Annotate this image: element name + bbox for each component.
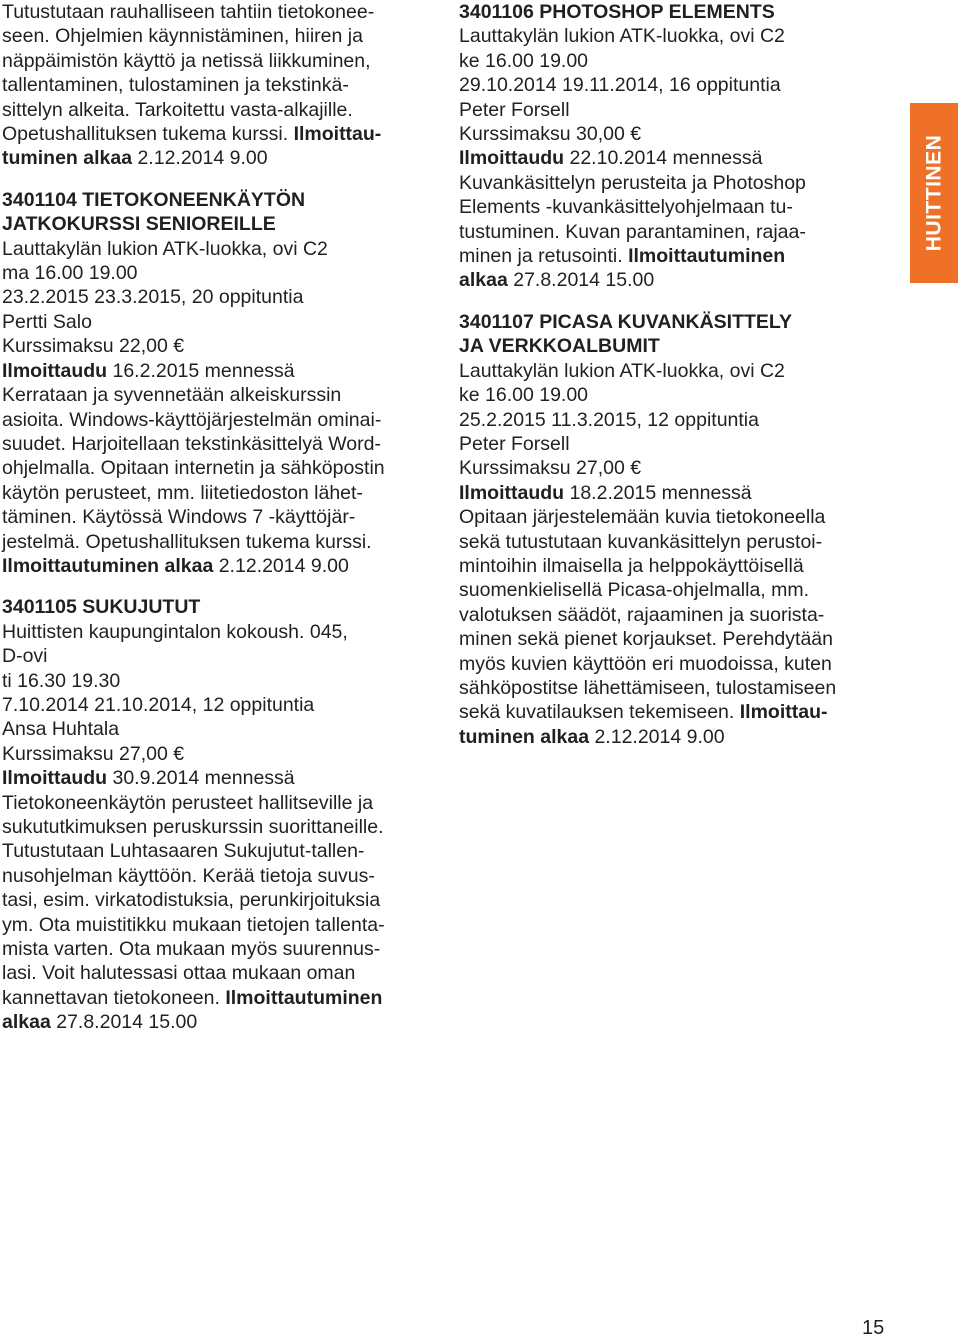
course-3401107 <box>459 310 899 749</box>
text-line: myös kuvien käyttöön eri muodoissa, kuten <box>459 652 832 675</box>
registration-date: 27.8.2014 15.00 <box>507 269 655 292</box>
text-line: täminen. Käytössä Windows 7 -käyttöjär- <box>2 506 356 529</box>
registration-label: alkaa <box>2 1011 51 1034</box>
course-title: 3401104 TIETOKONEENKÄYTÖN <box>2 188 306 211</box>
text-line: lasi. Voit halutessasi ottaa mukaan oman <box>2 962 356 985</box>
registration-label: tuminen alkaa <box>459 725 590 748</box>
text-line: näppäimistön käyttö ja netissä liikkuminen, <box>2 49 371 72</box>
registration-label: Ilmoittaudu <box>2 359 108 382</box>
text-line: Elements -kuvankäsittelyohjelmaan tu- <box>459 196 793 219</box>
course-time: ti 16.30 19.30 <box>2 669 121 692</box>
registration-label: Ilmoittaudu <box>2 767 108 790</box>
text-line: minen sekä pienet korjaukset. Perehdytään <box>459 628 833 651</box>
text-line: asioita. Windows-käyttöjärjestelmän ominai- <box>2 408 382 431</box>
course-registration <box>2 359 442 383</box>
middle-column <box>459 0 899 749</box>
course-dates: 23.2.2015 23.3.2015, 20 oppituntia <box>2 286 304 309</box>
course-registration <box>459 146 899 170</box>
course-time: ke 16.00 19.00 <box>459 384 589 407</box>
registration-label: Ilmoittautuminen <box>628 245 786 268</box>
text-line: tasi, esim. virkatodistuksia, perunkirjoituksia <box>2 889 381 912</box>
text-line: Tutustutaan Luhtasaaren Sukujutut-tallen- <box>2 840 365 863</box>
registration-date: 22.10.2014 mennessä <box>564 147 763 170</box>
course-title: 3401106 PHOTOSHOP ELEMENTS <box>459 1 775 23</box>
text-line: Kuvankäsittelyn perusteita ja Photoshop <box>459 171 806 194</box>
course-start <box>2 1010 442 1034</box>
course-location: Lauttakylän lukion ATK-luokka, ovi C2 <box>459 25 785 48</box>
text-span: Opetushallituksen tukema kurssi. <box>2 123 294 146</box>
course-start <box>459 268 899 292</box>
registration-date: 16.2.2015 mennessä <box>107 359 295 382</box>
registration-label: Ilmoittautuminen alkaa <box>2 554 214 577</box>
course-start <box>2 554 442 578</box>
text-line: jestelmä. Opetushallituksen tukema kurssi. <box>2 530 372 553</box>
course-title: JATKOKURSSI SENIOREILLE <box>2 213 276 236</box>
left-column <box>2 0 442 1035</box>
text-line: tallentaminen, tulostaminen ja tekstinkä- <box>2 74 349 97</box>
course-teacher: Peter Forsell <box>459 432 570 455</box>
text-line: Tietokoneenkäytön perusteet hallitseville ja <box>2 791 374 814</box>
course-teacher: Pertti Salo <box>2 310 92 333</box>
text-line: suudet. Harjoitellaan tekstinkäsittelyä Word- <box>2 432 381 455</box>
course-location: Huittisten kaupungintalon kokoush. 045, <box>2 620 348 643</box>
course-fee: Kurssimaksu 27,00 € <box>2 742 185 765</box>
registration-date: 27.8.2014 15.00 <box>50 1011 198 1034</box>
text-line: sukututkimuksen peruskurssin suorittaneille. <box>2 816 384 838</box>
page-number: 15 <box>862 1317 885 1339</box>
text-line: mista varten. Ota mukaan myös suurennus- <box>2 938 381 961</box>
course-title: 3401107 PICASA KUVANKÄSITTELY <box>459 310 793 333</box>
course-fee: Kurssimaksu 30,00 € <box>459 123 642 146</box>
text-line: Opitaan järjestelemään kuvia tietokoneella <box>459 506 826 529</box>
course-location: Lauttakylän lukion ATK-luokka, ovi C2 <box>2 237 328 260</box>
text-line <box>2 122 442 146</box>
course-registration <box>2 766 442 790</box>
text-span: kannettavan tietokoneen. <box>2 986 226 1009</box>
course-title: JA VERKKOALBUMIT <box>459 335 660 358</box>
registration-label: Ilmoittau- <box>739 701 828 724</box>
text-line: seen. Ohjelmien käynnistäminen, hiiren ja <box>2 25 363 48</box>
course-teacher: Ansa Huhtala <box>2 718 120 741</box>
text-line: sekä tutustutaan kuvankäsittelyn perustoi- <box>459 530 823 553</box>
text-line <box>459 244 899 268</box>
text-line: ohjelmalla. Opitaan internetin ja sähköpostin <box>2 457 385 480</box>
course-teacher: Peter Forsell <box>459 98 570 121</box>
course-3401105 <box>2 595 442 1034</box>
course-dates: 25.2.2015 11.3.2015, 12 oppituntia <box>459 408 759 431</box>
course-time: ke 16.00 19.00 <box>459 49 589 72</box>
registration-date: 30.9.2014 mennessä <box>107 767 295 790</box>
intro-paragraph <box>2 0 442 171</box>
text-line: käytön perusteet, mm. liitetiedoston lähet- <box>2 481 363 504</box>
course-3401106 <box>459 0 899 293</box>
text-span: sekä kuvatilauksen tekemiseen. <box>459 701 740 724</box>
registration-date: 2.12.2014 9.00 <box>589 725 725 748</box>
registration-label: alkaa <box>459 269 508 292</box>
registration-label: Ilmoittautuminen <box>225 986 383 1009</box>
course-dates: 7.10.2014 21.10.2014, 12 oppituntia <box>2 693 315 716</box>
text-span: minen ja retusointi. <box>459 245 629 268</box>
course-fee: Kurssimaksu 22,00 € <box>2 335 185 358</box>
course-location: D-ovi <box>2 645 48 668</box>
course-registration <box>459 481 899 505</box>
course-3401104 <box>2 188 442 579</box>
text-line: ym. Ota muistitikku mukaan tietojen tallenta- <box>2 913 385 936</box>
text-line <box>2 986 442 1010</box>
course-location: Lauttakylän lukion ATK-luokka, ovi C2 <box>459 359 785 382</box>
text-line: sähköpostitse lähettämiseen, tulostamiseen <box>459 676 837 699</box>
registration-label: Ilmoittaudu <box>459 481 565 504</box>
text-line: suomenkielisellä Picasa-ohjelmalla, mm. <box>459 579 810 602</box>
section-tab-huittinen <box>910 103 958 283</box>
registration-date: 18.2.2015 mennessä <box>564 481 752 504</box>
text-line <box>2 146 442 170</box>
course-start <box>459 725 899 749</box>
registration-label: tuminen alkaa <box>2 147 133 170</box>
text-line: mintoihin ilmaisella ja helppokäyttöisellä <box>459 554 804 577</box>
text-line: sittelyn alkeita. Tarkoitettu vasta-alkajille. <box>2 98 353 121</box>
registration-date: 2.12.2014 9.00 <box>132 147 268 170</box>
section-tab-label: HUITTINEN <box>922 134 945 252</box>
registration-date: 2.12.2014 9.00 <box>213 554 349 577</box>
text-line: tustuminen. Kuvan parantaminen, rajaa- <box>459 220 806 243</box>
text-line: nusohjelman käyttöön. Kerää tietoja suvus- <box>2 864 375 887</box>
registration-label: Ilmoittau- <box>293 123 382 146</box>
text-line: Kerrataan ja syvennetään alkeiskurssin <box>2 384 342 407</box>
text-line <box>459 700 899 724</box>
text-line: Tutustutaan rauhalliseen tahtiin tietokonee- <box>2 1 375 23</box>
course-fee: Kurssimaksu 27,00 € <box>459 457 642 480</box>
course-dates: 29.10.2014 19.11.2014, 16 oppituntia <box>459 74 781 97</box>
course-title: 3401105 SUKUJUTUT <box>2 596 201 619</box>
text-line: valotuksen säädöt, rajaaminen ja suorista- <box>459 603 825 626</box>
registration-label: Ilmoittaudu <box>459 147 565 170</box>
course-time: ma 16.00 19.00 <box>2 262 138 285</box>
